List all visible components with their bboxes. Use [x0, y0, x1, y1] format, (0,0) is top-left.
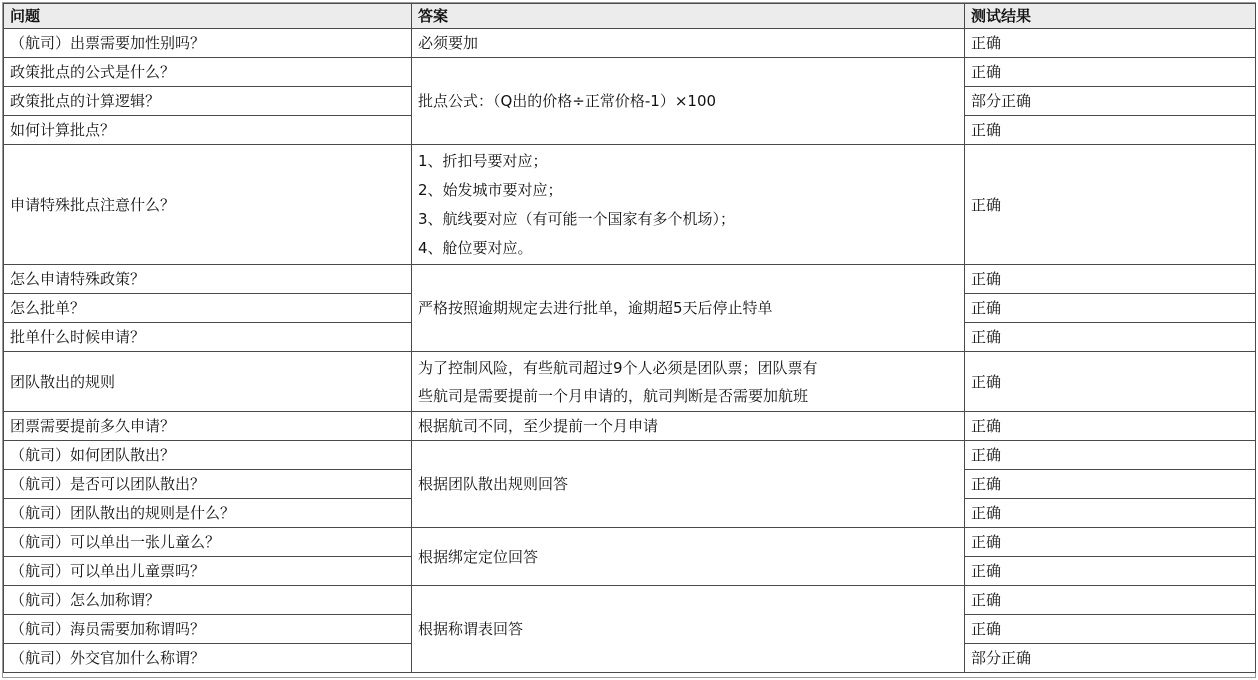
question-cell: （航司）团队散出的规则是什么？ — [4, 499, 412, 528]
table-row — [4, 441, 1256, 470]
question-cell: 政策批点的公式是什么？ — [4, 58, 412, 87]
question-cell: （航司）怎么加称谓？ — [4, 586, 412, 615]
question-cell: （航司）出票需要加性别吗？ — [4, 29, 412, 58]
answer-line: 1、折扣号要对应； — [418, 151, 548, 170]
answer-cell — [412, 145, 965, 265]
question-cell: 怎么申请特殊政策？ — [4, 265, 412, 294]
answer-cell: 根据航司不同，至少提前一个月申请 — [412, 412, 965, 441]
result-cell: 正确 — [965, 499, 1256, 528]
question-cell: （航司）如何团队散出？ — [4, 441, 412, 470]
result-cell: 正确 — [965, 586, 1256, 615]
result-cell: 部分正确 — [965, 87, 1256, 116]
table-row — [4, 412, 1256, 441]
question-cell: 怎么批单？ — [4, 294, 412, 323]
result-cell: 正确 — [965, 441, 1256, 470]
result-cell: 正确 — [965, 470, 1256, 499]
answer-line: 4、舱位要对应。 — [418, 238, 533, 257]
table-row — [4, 528, 1256, 557]
table-row — [4, 265, 1256, 294]
result-cell: 正确 — [965, 145, 1256, 265]
result-cell: 正确 — [965, 29, 1256, 58]
answer-line: 2、始发城市要对应； — [418, 180, 563, 199]
question-cell: 团票需要提前多久申请？ — [4, 412, 412, 441]
answer-cell — [412, 352, 965, 412]
question-cell: 批单什么时候申请？ — [4, 323, 412, 352]
result-cell: 部分正确 — [965, 644, 1256, 673]
header-result: 测试结果 — [965, 4, 1256, 29]
header-answer: 答案 — [412, 4, 965, 29]
question-cell: （航司）是否可以团队散出？ — [4, 470, 412, 499]
question-cell: 如何计算批点？ — [4, 116, 412, 145]
answer-cell: 根据团队散出规则回答 — [412, 441, 965, 528]
qa-test-table-container — [2, 2, 1256, 678]
result-cell: 正确 — [965, 615, 1256, 644]
result-cell: 正确 — [965, 557, 1256, 586]
result-cell: 正确 — [965, 412, 1256, 441]
table-row — [4, 586, 1256, 615]
result-cell: 正确 — [965, 265, 1256, 294]
result-cell: 正确 — [965, 116, 1256, 145]
table-row — [4, 352, 1256, 412]
result-cell: 正确 — [965, 352, 1256, 412]
answer-cell: 批点公式：（Q出的价格÷正常价格-1）×100 — [412, 58, 965, 145]
question-cell: （航司）可以单出儿童票吗？ — [4, 557, 412, 586]
table-header-row — [4, 4, 1256, 29]
answer-cell: 必须要加 — [412, 29, 965, 58]
answer-line: 3、航线要对应（有可能一个国家有多个机场）； — [418, 209, 736, 228]
header-question: 问题 — [4, 4, 412, 29]
question-cell: 团队散出的规则 — [4, 352, 412, 412]
table-row — [4, 58, 1256, 87]
table-row — [4, 145, 1256, 265]
qa-test-table — [3, 3, 1256, 673]
answer-cell: 严格按照逾期规定去进行批单，逾期超5天后停止特单 — [412, 265, 965, 352]
answer-line: 为了控制风险，有些航司超过9个人必须是团队票；团队票有 — [418, 358, 818, 377]
question-cell: 政策批点的计算逻辑？ — [4, 87, 412, 116]
result-cell: 正确 — [965, 58, 1256, 87]
question-cell: （航司）可以单出一张儿童么？ — [4, 528, 412, 557]
answer-line: 些航司是需要提前一个月申请的，航司判断是否需要加航班 — [418, 386, 809, 405]
answer-cell: 根据绑定定位回答 — [412, 528, 965, 586]
question-cell: （航司）海员需要加称谓吗？ — [4, 615, 412, 644]
table-row — [4, 29, 1256, 58]
question-cell: （航司）外交官加什么称谓？ — [4, 644, 412, 673]
result-cell: 正确 — [965, 294, 1256, 323]
result-cell: 正确 — [965, 528, 1256, 557]
answer-cell: 根据称谓表回答 — [412, 586, 965, 673]
result-cell: 正确 — [965, 323, 1256, 352]
question-cell: 申请特殊批点注意什么？ — [4, 145, 412, 265]
